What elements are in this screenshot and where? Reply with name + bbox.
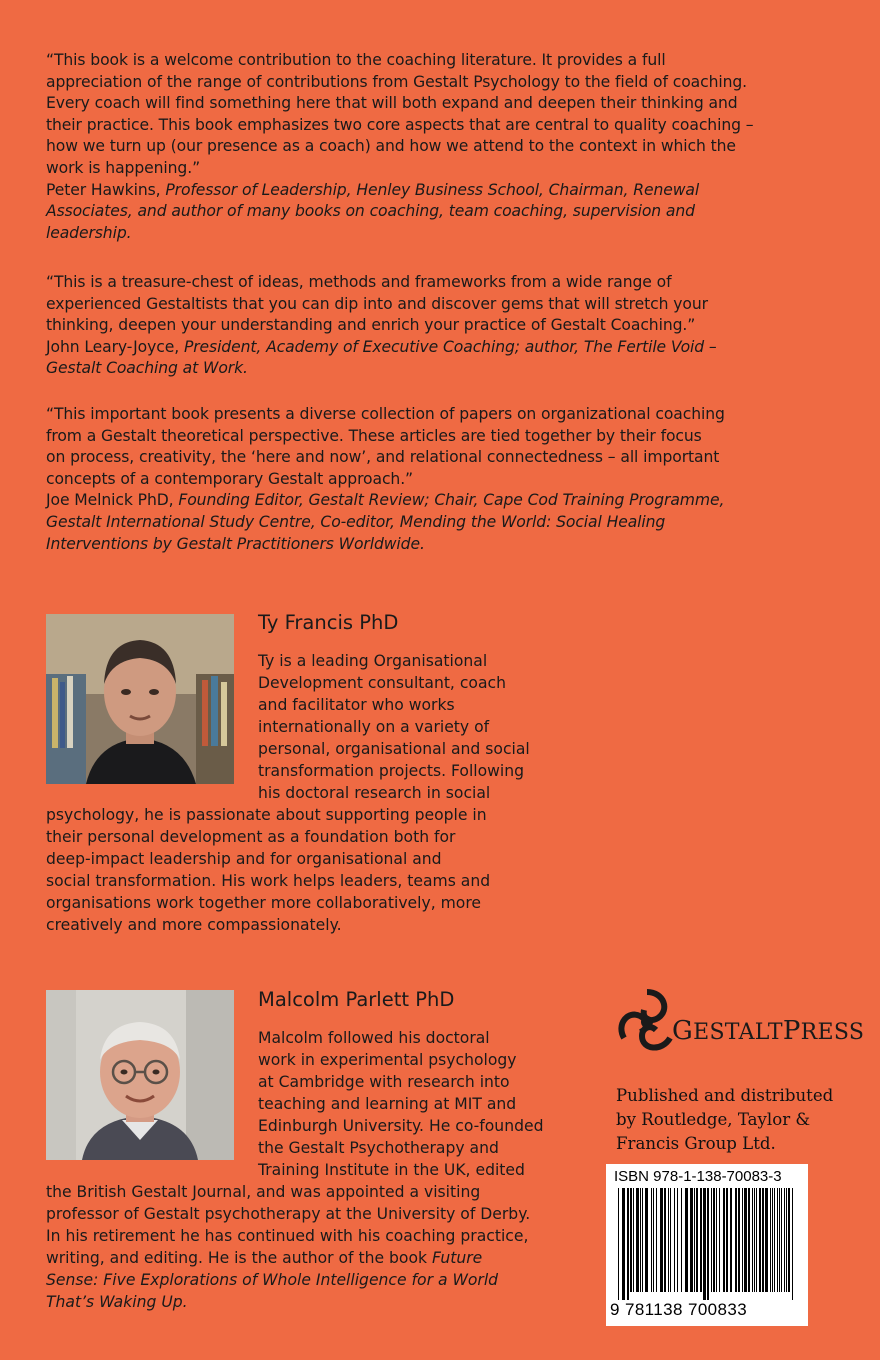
reviewer-title: Gestalt Coaching at Work. — [46, 359, 248, 378]
barcode-bar — [703, 1188, 706, 1300]
barcode-bar — [713, 1188, 715, 1292]
barcode-digits: 9 781138 700833 — [610, 1300, 748, 1319]
barcode-bar — [674, 1188, 675, 1292]
barcode-bar — [726, 1188, 728, 1292]
barcode-bar — [677, 1188, 678, 1292]
barcode-bar — [774, 1188, 775, 1292]
barcode-bar — [738, 1188, 740, 1292]
barcode-bar — [772, 1188, 773, 1292]
review-quote-1 — [46, 50, 846, 244]
barcode-bar — [719, 1188, 720, 1292]
barcode-bar — [711, 1188, 712, 1292]
barcode-bar — [618, 1188, 619, 1300]
barcode-bar — [670, 1188, 671, 1292]
author-name: Ty Francis PhD — [258, 611, 399, 634]
publisher-line: Francis Group Ltd. — [616, 1134, 776, 1153]
author-photo-malcolm-parlett — [46, 990, 234, 1160]
bio-line: organisations work together more collaboratively, more — [46, 894, 482, 912]
review-quote-3 — [46, 404, 846, 555]
barcode-bar — [685, 1188, 688, 1292]
bio-line — [46, 1292, 188, 1314]
barcode-bar — [748, 1188, 750, 1292]
bio-line — [46, 1270, 498, 1292]
reviewer-title: Professor of Leadership, Henley Business School, Chairman, Renewal — [165, 180, 700, 199]
quote-line: their practice. This book emphasizes two core aspects that are central to quality coaching – — [46, 115, 754, 134]
quote-line: experienced Gestaltists that you can dip into and discover gems that will stretch your — [46, 294, 708, 313]
bio-line: In his retirement he has continued with his coaching practice, — [46, 1227, 529, 1245]
barcode-bar — [627, 1188, 629, 1300]
barcode-bar — [765, 1188, 768, 1292]
barcode-bar — [716, 1188, 717, 1292]
bio-line: social transformation. His work helps leaders, teams and — [46, 872, 491, 890]
quote-line: Every coach will find something here that will both expand and deepen their thinking and — [46, 94, 738, 113]
bio-line: deep-impact leadership and for organisational and — [46, 850, 442, 868]
barcode-bar — [640, 1188, 641, 1292]
barcode-bar — [779, 1188, 780, 1292]
bio-line: and facilitator who works — [258, 696, 455, 714]
quote-line: how we turn up (our presence as a coach) and how we attend to the context in which the — [46, 137, 736, 156]
barcode-bar — [630, 1188, 632, 1292]
bio-line: Malcolm followed his doctoral — [258, 1029, 490, 1047]
quote-attribution — [46, 337, 846, 359]
barcode-bar — [784, 1188, 785, 1292]
reviewer-title: leadership. — [46, 223, 132, 242]
barcode-bar — [664, 1188, 666, 1292]
barcode-bar — [770, 1188, 771, 1292]
book-title: Future — [431, 1249, 483, 1267]
author-name: Malcolm Parlett PhD — [258, 988, 455, 1011]
quote-line: thinking, deepen your understanding and enrich your practice of Gestalt Coaching.” — [46, 316, 696, 335]
barcode-bar — [788, 1188, 790, 1292]
bio-line: professor of Gestalt psychotherapy at the University of Derby. — [46, 1205, 531, 1223]
reviewer-name: Joe Melnick PhD, — [46, 491, 179, 510]
barcode-bar — [792, 1188, 793, 1300]
barcode-bar — [645, 1188, 648, 1292]
bio-line: psychology, he is passionate about supporting people in — [46, 806, 487, 824]
barcode-bar — [636, 1188, 639, 1292]
bio-line: personal, organisational and social — [258, 740, 530, 758]
barcode-bar — [651, 1188, 652, 1292]
book-title: That’s Waking Up. — [46, 1293, 188, 1311]
barcode-bar — [752, 1188, 753, 1292]
reviewer-title: President, Academy of Executive Coaching; author, The Fertile Void – — [183, 337, 717, 356]
reviewer-name: John Leary-Joyce, — [46, 337, 184, 356]
barcode-bar — [690, 1188, 693, 1292]
publisher-note — [616, 1084, 856, 1156]
barcode-bar — [707, 1188, 709, 1300]
bio-line: at Cambridge with research into — [258, 1073, 510, 1091]
barcode-bar — [756, 1188, 757, 1292]
quote-line: from a Gestalt theoretical perspective. These articles are tied together by their focus — [46, 426, 702, 445]
barcode-bar — [777, 1188, 778, 1292]
barcode-bars — [616, 1188, 798, 1300]
bio-line: his doctoral research in social — [258, 784, 491, 802]
isbn-label: ISBN 978-1-138-70083-3 — [614, 1168, 782, 1185]
reviewer-title: Gestalt International Study Centre, Co-editor, Mending the World: Social Healing — [46, 512, 666, 531]
bio-text: writing, and editing. He is the author of the book — [46, 1249, 432, 1267]
barcode-bar — [656, 1188, 657, 1292]
bio-line: creatively and more compassionately. — [46, 916, 342, 934]
bio-line: work in experimental psychology — [258, 1051, 517, 1069]
bio-line: transformation projects. Following — [258, 762, 525, 780]
barcode-bar — [786, 1188, 787, 1292]
bio-line: Training Institute in the UK, edited — [258, 1161, 525, 1179]
reviewer-title: Associates, and author of many books on coaching, team coaching, supervision and — [46, 202, 695, 221]
barcode-bar — [700, 1188, 702, 1292]
reviewer-title: Interventions by Gestalt Practitioners Worldwide. — [46, 534, 425, 553]
book-title: Sense: Five Explorations of Whole Intelligence for a World — [46, 1271, 499, 1289]
barcode-bar — [730, 1188, 732, 1292]
bio-line: Edinburgh University. He co-founded — [258, 1117, 544, 1135]
author-photo-ty-francis — [46, 614, 234, 784]
barcode-bar — [622, 1188, 625, 1300]
quote-line: on process, creativity, the ‘here and now’, and relational connectedness – all important — [46, 448, 720, 467]
reviewer-name: Peter Hawkins, — [46, 180, 166, 199]
bio-line: internationally on a variety of — [258, 718, 490, 736]
barcode-bar — [754, 1188, 755, 1292]
barcode-bar — [759, 1188, 761, 1292]
barcode-bar — [681, 1188, 682, 1292]
quote-attribution — [46, 490, 846, 512]
publisher-line: by Routledge, Taylor & — [616, 1110, 811, 1129]
bio-line: Development consultant, coach — [258, 674, 506, 692]
quote-line: “This book is a welcome contribution to the coaching literature. It provides a full — [46, 51, 666, 69]
quote-line: appreciation of the range of contributions from Gestalt Psychology to the field of coaching. — [46, 72, 748, 91]
reviewer-title: Founding Editor, Gestalt Review; Chair, Cape Cod Training Programme, — [178, 491, 725, 510]
gestalt-press-wordmark: GESTALTPRESS — [672, 1016, 865, 1046]
quote-attribution — [46, 180, 846, 202]
barcode-bar — [723, 1188, 725, 1292]
bio-line: Ty is a leading Organisational — [258, 652, 488, 670]
barcode-bar — [642, 1188, 643, 1292]
bio-line: teaching and learning at MIT and — [258, 1095, 517, 1113]
barcode-bar — [742, 1188, 743, 1292]
barcode-bar — [694, 1188, 695, 1292]
barcode-bar — [668, 1188, 669, 1292]
bio-line — [46, 1248, 482, 1270]
barcode-bar — [653, 1188, 654, 1292]
publisher-line: Published and distributed — [616, 1086, 834, 1105]
bio-line: their personal development as a foundation both for — [46, 828, 456, 846]
quote-line: work is happening.” — [46, 158, 201, 177]
barcode-bar — [744, 1188, 747, 1292]
quote-line: “This is a treasure-chest of ideas, methods and frameworks from a wide range of — [46, 273, 672, 291]
barcode-bar — [633, 1188, 634, 1292]
bio-line: the Gestalt Psychotherapy and — [258, 1139, 499, 1157]
barcode-bar — [781, 1188, 782, 1292]
bio-line: the British Gestalt Journal, and was appointed a visiting — [46, 1183, 481, 1201]
barcode-bar — [735, 1188, 737, 1292]
quote-line: concepts of a contemporary Gestalt approach.” — [46, 469, 414, 488]
isbn-barcode — [606, 1164, 808, 1326]
barcode-bar — [660, 1188, 663, 1292]
barcode-bar — [762, 1188, 764, 1292]
review-quote-2 — [46, 272, 846, 380]
quote-line: “This important book presents a diverse collection of papers on organizational coaching — [46, 405, 725, 423]
barcode-bar — [696, 1188, 698, 1292]
